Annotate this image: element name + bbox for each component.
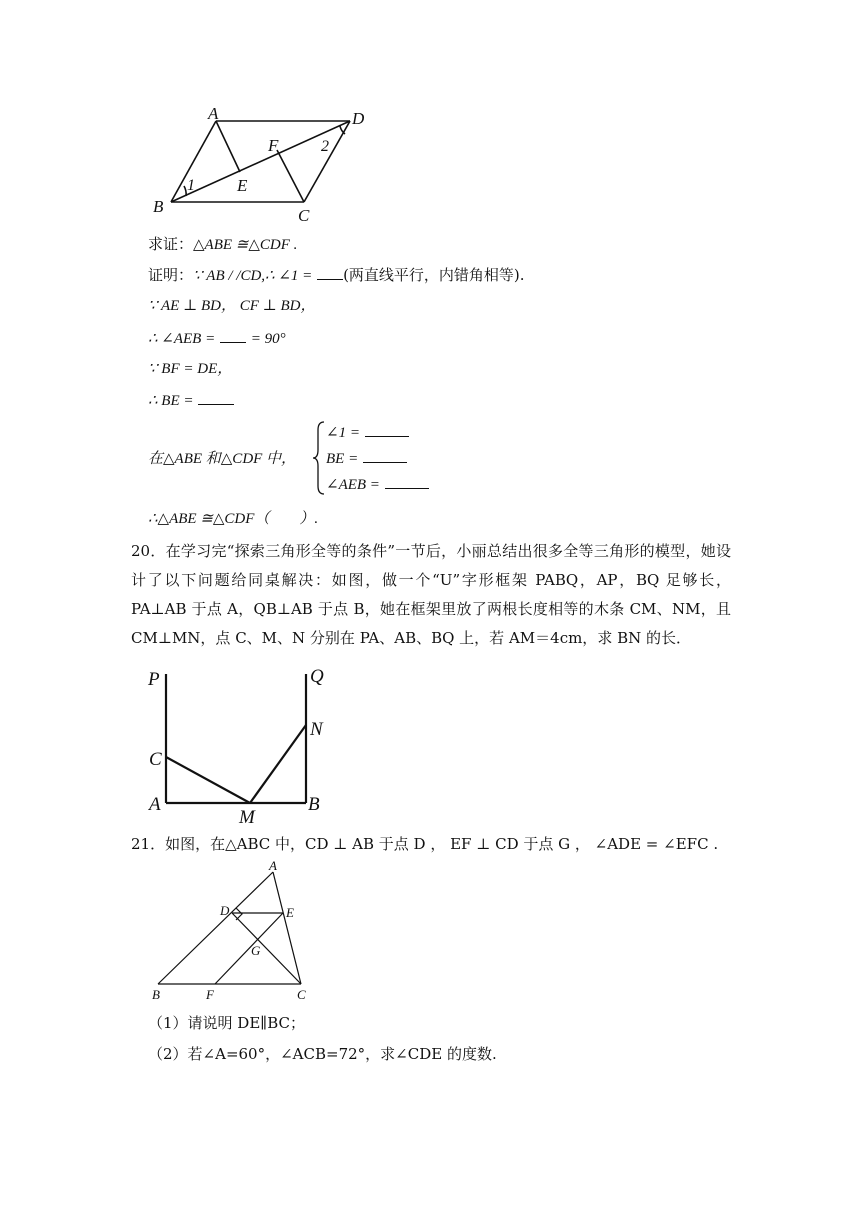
question-21-part-1: （1）请说明 DE∥BC； (148, 1014, 305, 1032)
proof-line-1: 证明：∵ AB / /CD,∴ ∠1 = (两直线平行，内错角相等). (148, 266, 525, 284)
question-20-text: 20．在学习完“探索三角形全等的条件”一节后，小丽总结出很多全等三角形的模型，她设计了以下问题给同桌解决：如图，做一个“U”字形框架 PABQ，AP，BQ 足够长，PA⊥AB 于点 A，QB⊥AB 于点 B，她在框架里放了两根长度相等的木条 CM、NM，且 CM⊥MN，点 C、M、N 分别在 PA、AB、BQ 上，若 AM＝4cm，求 BN 的长． (131, 542, 731, 647)
prove-statement: 求证：△ABE ≅△CDF . (148, 235, 298, 253)
answer-blank[interactable] (317, 265, 343, 280)
proof-conclusion: ∴△ABE ≅△CDF（ ）. (148, 511, 319, 527)
proof-line-5: ∴ BE = (148, 390, 234, 411)
system-row-1: ∠1 = (326, 422, 409, 443)
label-f: F (206, 987, 214, 1002)
proof-line-3: ∴ ∠AEB = = 90° (148, 328, 286, 349)
label-angle-2: 2 (321, 138, 329, 155)
label-a: A (269, 860, 277, 873)
label-e: E (237, 176, 248, 195)
label-c: C (298, 206, 310, 225)
triangle-figure (145, 860, 325, 1005)
label-n: N (310, 719, 323, 740)
label-d: D (220, 903, 230, 918)
question-21-text: 21．如图，在△ABC 中，CD ⊥ AB 于点 D ， EF ⊥ CD 于点 G ， ∠ADE = ∠EFC . (131, 835, 719, 853)
system-intro: 在△ABE 和△CDF 中， (148, 451, 297, 467)
label-c: C (149, 749, 162, 770)
question-21-part-2: （2）若∠A=60°，∠ACB=72°，求∠CDE 的度数. (148, 1045, 497, 1063)
proof-line-2: ∵ AE ⊥ BD， CF ⊥ BD， (148, 298, 316, 314)
answer-blank[interactable] (385, 474, 429, 489)
label-a: A (149, 794, 161, 815)
label-d: D (352, 109, 365, 128)
label-b: B (152, 987, 160, 1002)
label-e: E (286, 905, 294, 920)
label-angle-1: 1 (187, 177, 195, 194)
label-g: G (251, 943, 261, 958)
answer-blank[interactable] (365, 422, 409, 437)
label-f: F (268, 136, 279, 155)
brace-icon (312, 420, 326, 496)
label-b: B (153, 197, 164, 216)
label-m: M (239, 807, 255, 825)
system-row-3: ∠AEB = (326, 474, 429, 495)
answer-blank[interactable] (363, 448, 407, 463)
answer-blank[interactable] (198, 390, 234, 405)
label-q: Q (310, 666, 324, 687)
label-a: A (208, 104, 219, 123)
proof-line-4: ∵ BF = DE， (148, 361, 233, 377)
u-frame-figure (140, 660, 340, 825)
label-p: P (148, 669, 160, 690)
label-c: C (297, 987, 306, 1002)
parallelogram-figure (140, 100, 380, 230)
system-row-2: BE = (326, 448, 407, 469)
label-b: B (308, 794, 320, 815)
answer-blank[interactable] (220, 328, 246, 343)
